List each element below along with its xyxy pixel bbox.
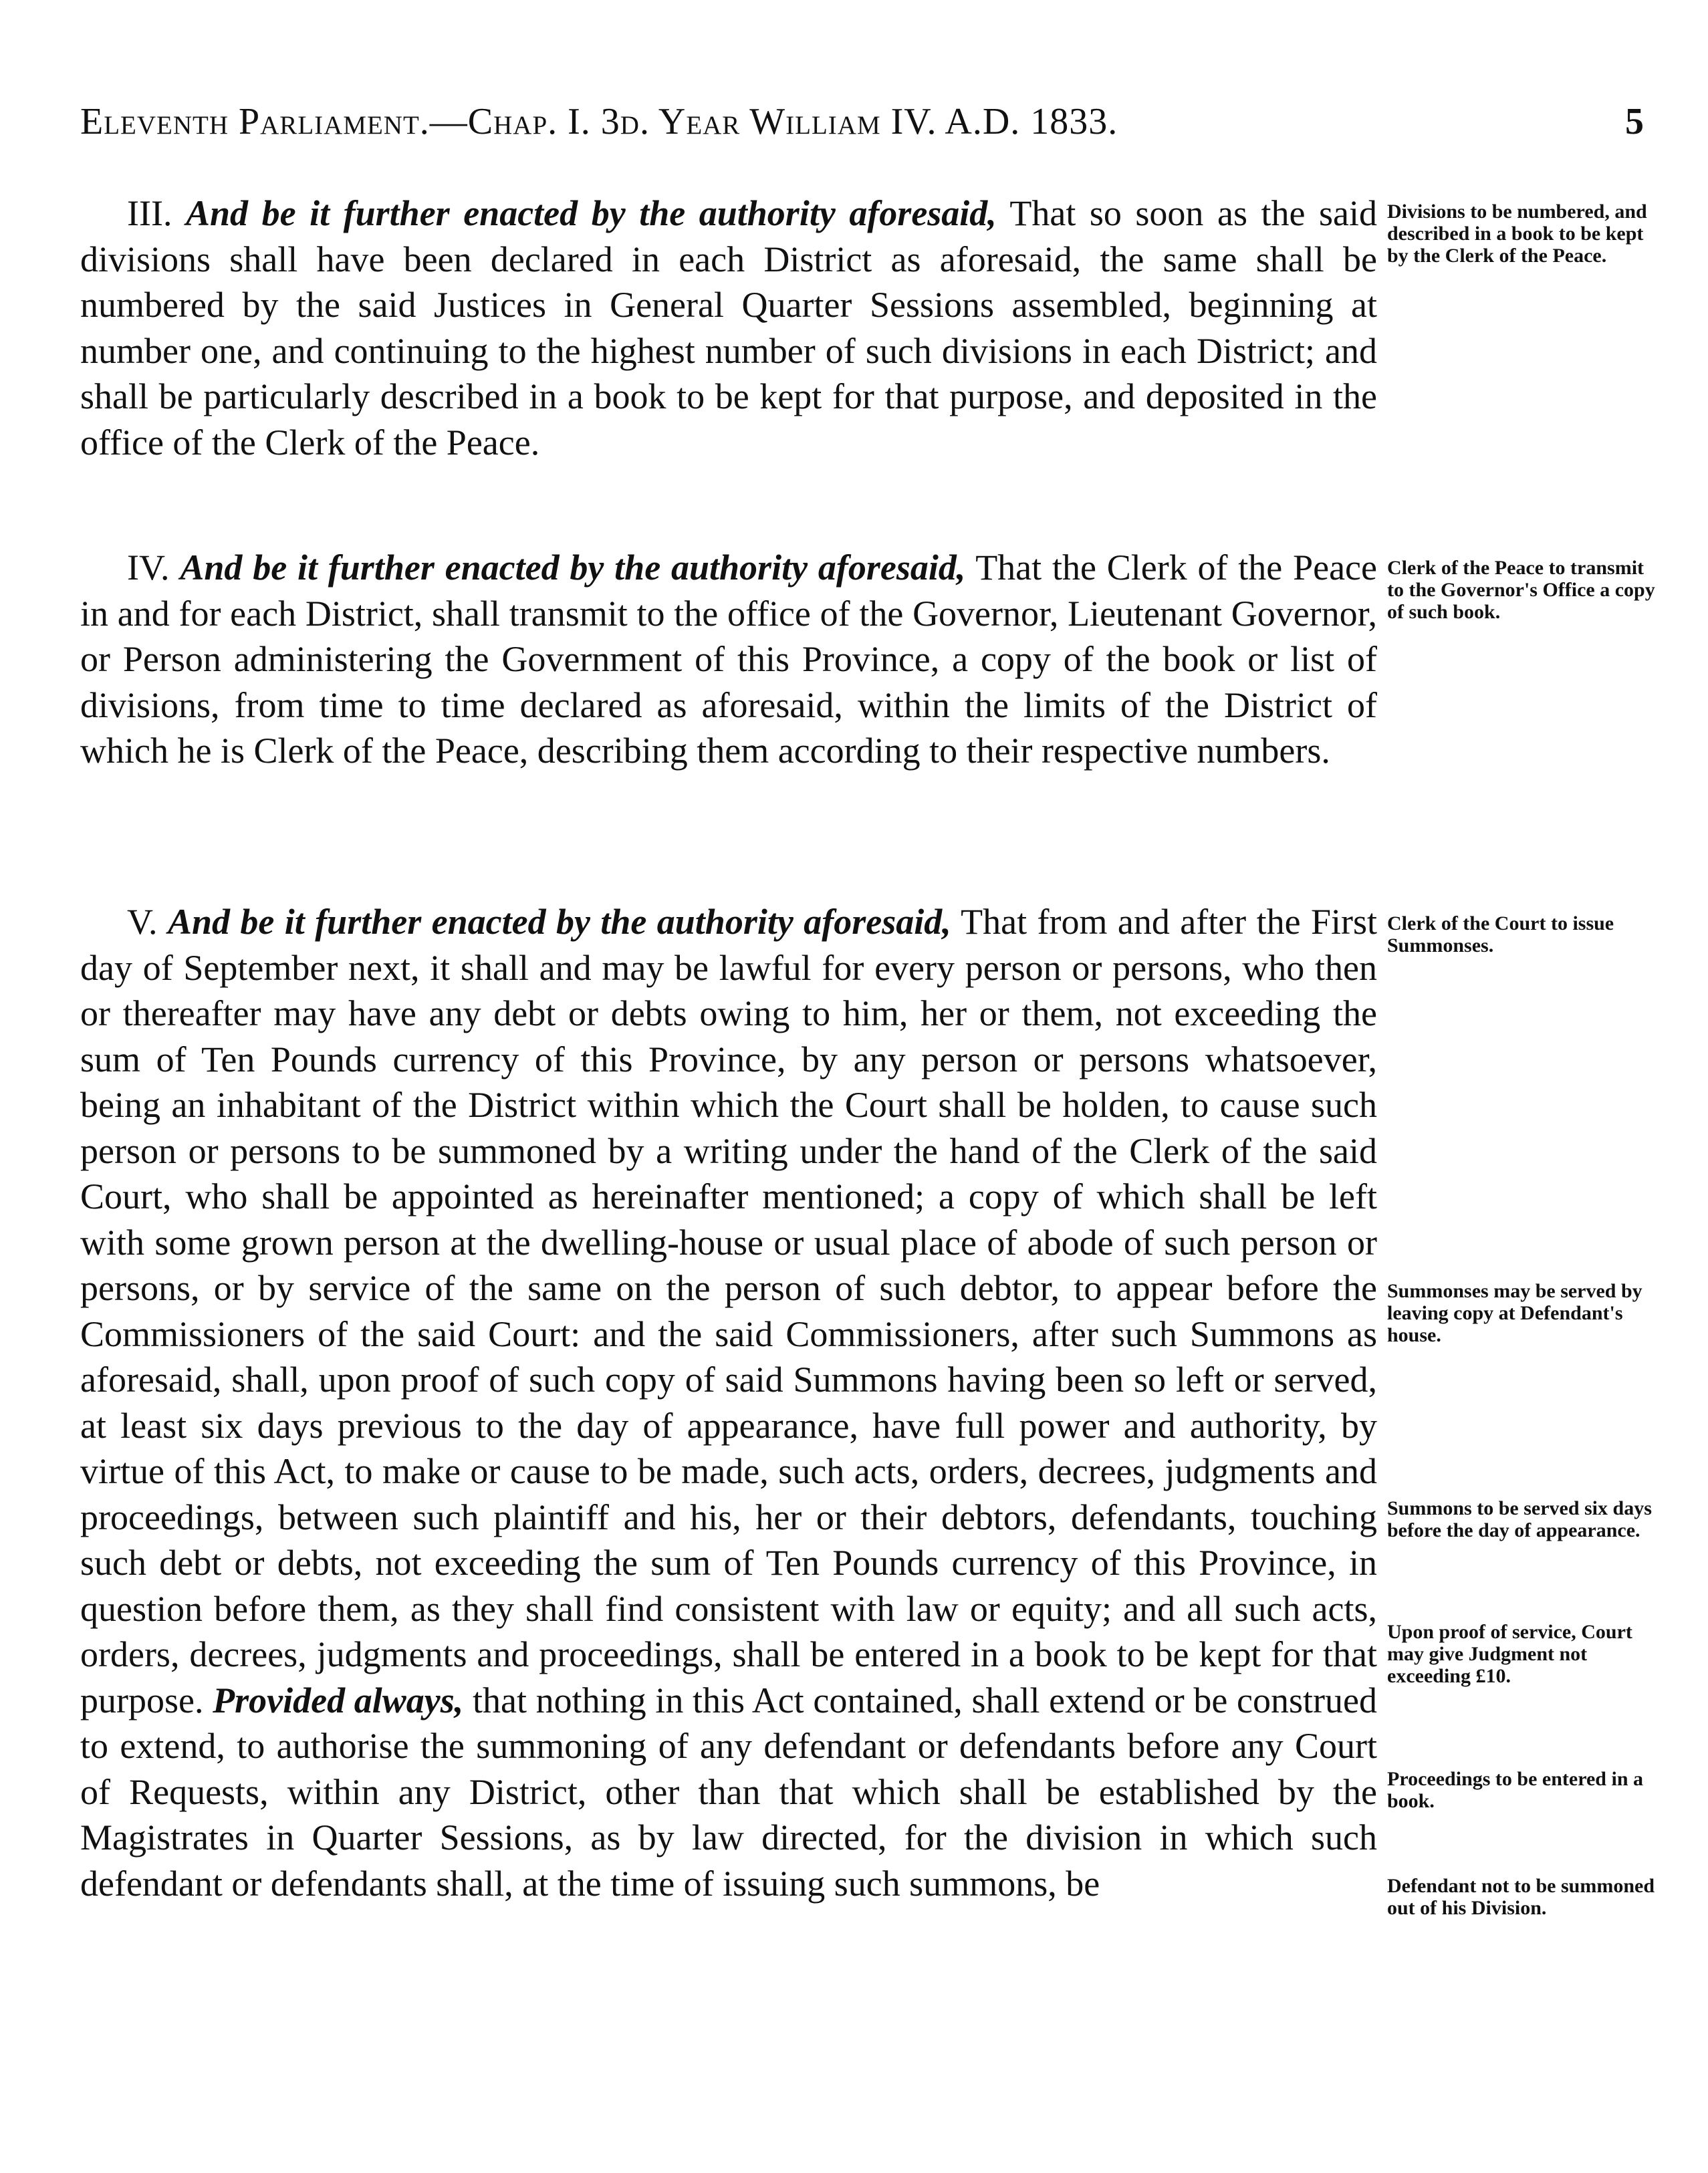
section-body: That the Clerk of the Peace in and for each District, shall transmit to the office of the Governor, Lieutenant Governor, or Person administering the Government of this Province, a copy of the book or list of divisions, from time to time declared as aforesaid, within the limits of the District of which he is Clerk of the Peace, describing them according to their respective numbers. — [80, 547, 1377, 771]
section-number: V. — [127, 902, 158, 942]
running-head-title: Eleventh Parliament.—Chap. I. 3d. Year William IV. A.D. 1833. — [80, 101, 1118, 142]
margin-note-divisions: Divisions to be numbered, and described in a book to be kept by the Clerk of the Peace. — [1387, 201, 1647, 267]
margin-note-clerk-court: Clerk of the Court to issue Summonses. — [1387, 912, 1614, 956]
section-iii-text — [80, 190, 1377, 465]
margin-note-six-days: Summons to be served six days before the day of appearance. — [1387, 1497, 1652, 1541]
section-number: III. — [127, 193, 172, 233]
margin-note-judgment: Upon proof of service, Court may give Judgment not exceeding £10. — [1387, 1621, 1632, 1687]
margin-note-proceedings: Proceedings to be entered in a book. — [1387, 1768, 1644, 1812]
enacting-clause: And be it further enacted by the authority aforesaid, — [180, 547, 966, 588]
margin-note-summonses-served: Summonses may be served by leaving copy at Defendant's house. — [1387, 1280, 1642, 1346]
section-body: That from and after the First day of September next, it shall and may be lawful for every person or persons, who then or thereafter may have any debt or debts owing to him, her or them, not exceeding the sum of Ten Pounds currency of this Province, by any person or persons whatsoever, being an inhabitant of the District within which the Court shall be holden, to cause such person or persons to be summoned by a writing under the hand of the Clerk of the said Court, who shall be appointed as hereinafter mentioned; a copy of which shall be left with some grown person at the dwelling-house or usual place of abode of such person or persons, or by service of the same on the person of such debtor, to appear before the Commissioners of the said Court: and the said Commissioners, after such Summons as aforesaid, shall, upon proof of such copy of said Summons having been so left or served, at least six days previous to the day of appearance, have full power and authority, by virtue of this Act, to make or cause to be made, such acts, orders, decrees, judgments and proceedings, between such plaintiff and his, her or their debtors, defendants, touching such debt or debts, not exceeding the sum of Ten Pounds currency of this Province, in question before them, as they shall find consistent with law or equity; and all such acts, orders, decrees, judgments and proceedings, shall be entered in a book to be kept for that purpose. — [80, 902, 1377, 1720]
section-iv-text — [80, 545, 1377, 774]
section-number: IV. — [127, 547, 170, 588]
margin-note-clerk-peace: Clerk of the Peace to transmit to the Governor's Office a copy of such book. — [1387, 557, 1655, 623]
page-number: 5 — [1625, 101, 1644, 142]
enacting-clause: And be it further enacted by the authority aforesaid, — [167, 902, 951, 942]
proviso-body: that nothing in this Act contained, shall extend or be construed to extend, to authorise the summoning of any defendant or defendants before any Court of Requests, within any District, other than that which shall be established by the Magistrates in Quarter Sessions, as by law directed, for the division in which such defendant or defendants shall, at the time of issuing such summons, be — [80, 1680, 1377, 1904]
section-v-text — [80, 899, 1377, 1906]
proviso-clause: Provided always, — [213, 1680, 464, 1720]
running-head — [80, 100, 1644, 143]
section-iv — [80, 545, 1665, 774]
section-body: That so soon as the said divisions shall have been declared in each District as aforesaid, the same shall be numbered by the said Justices in General Quarter Sessions assembled, beginning at number one, and continuing to the highest number of such divisions in each District; and shall be particularly described in a book to be kept for that purpose, and deposited in the office of the Clerk of the Peace. — [80, 193, 1377, 463]
enacting-clause: And be it further enacted by the authority aforesaid, — [186, 193, 997, 233]
section-v — [80, 899, 1665, 1919]
section-iii — [80, 190, 1665, 465]
margin-note-defendant: Defendant not to be summoned out of his Division. — [1387, 1875, 1655, 1919]
